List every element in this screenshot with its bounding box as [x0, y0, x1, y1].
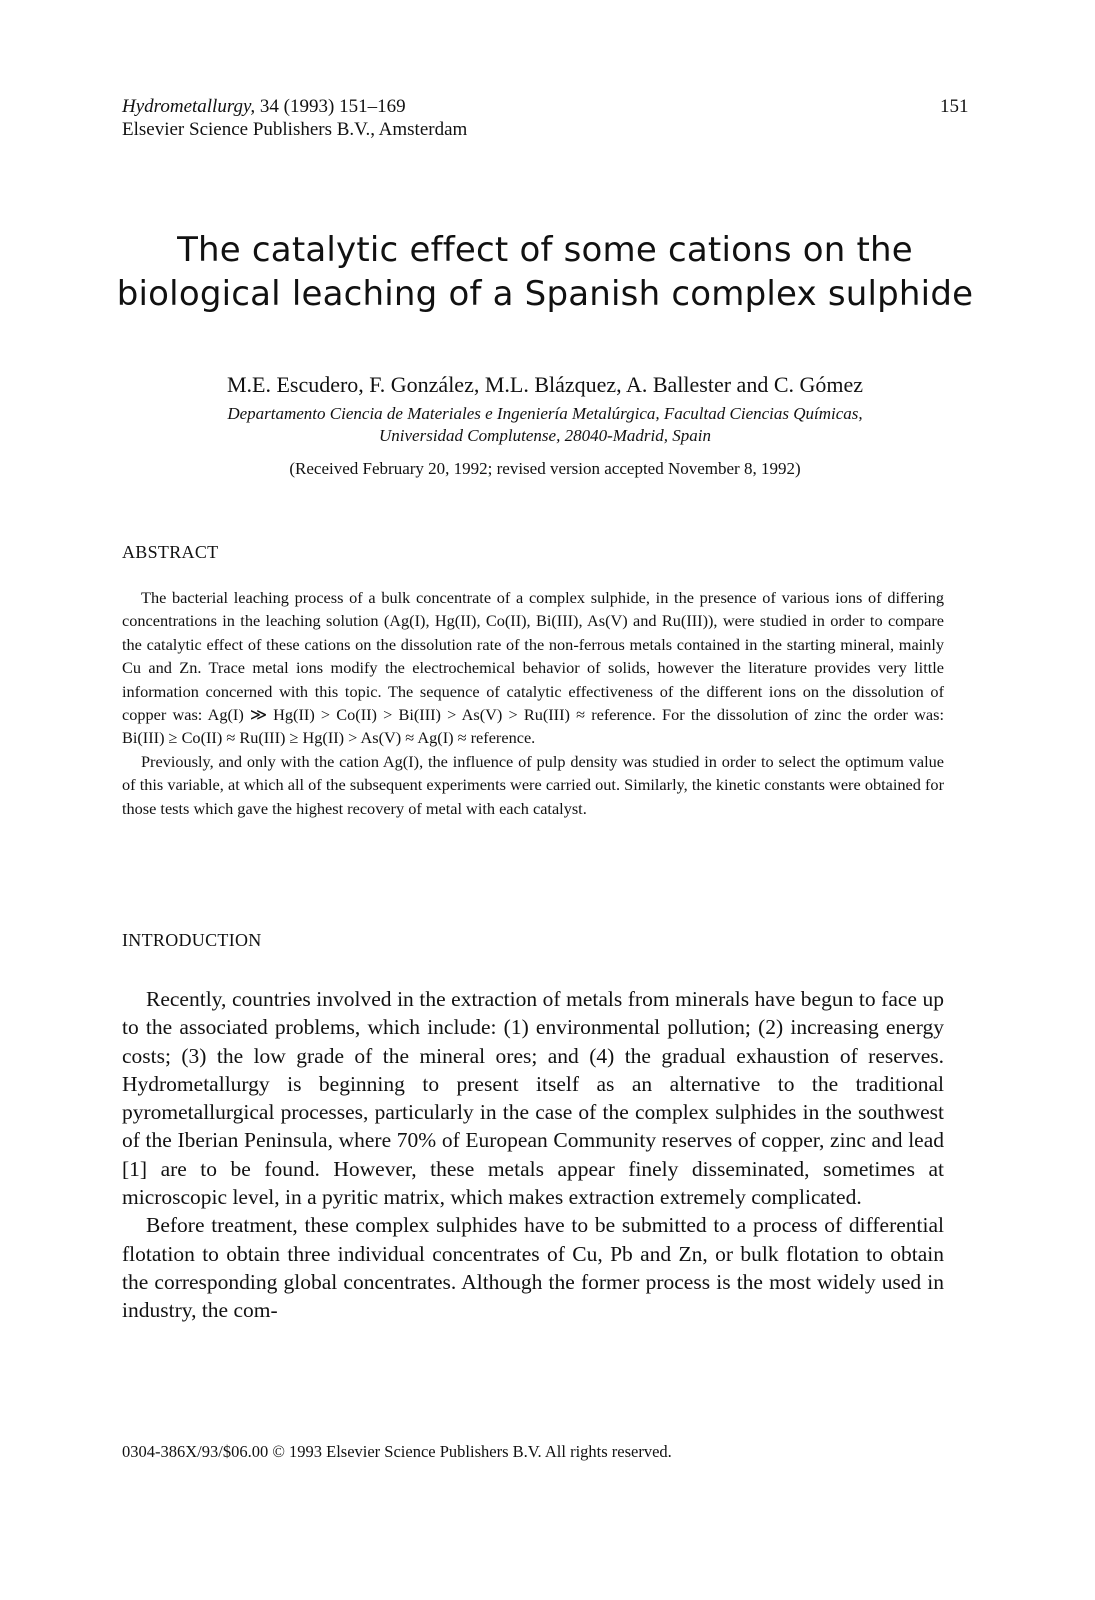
- abstract-paragraph: Previously, and only with the cation Ag(I), the influence of pulp density was studied in order to select the optimum value of this variable, at which all of the subsequent experiments were carried out. Similarly, the kinetic constants were obtained for those tests which gave the highest recovery of metal with each catalyst.: [122, 751, 944, 818]
- journal-citation: [122, 95, 406, 118]
- volume-pages: 34 (1993) 151–169: [255, 96, 406, 117]
- introduction-heading: INTRODUCTION: [122, 930, 262, 950]
- affiliation: [110, 403, 980, 447]
- page-number: 151: [940, 96, 969, 117]
- affiliation-line: Universidad Complutense, 28040-Madrid, Spain: [379, 426, 711, 445]
- introduction-paragraph: Before treatment, these complex sulphides have to be submitted to a process of differential flotation to obtain three individual concentrates of Cu, Pb and Zn, or bulk flotation to obtain the corresponding global concentrates. Although the former process is the most widely used in industry, the com-: [122, 1213, 944, 1323]
- publisher-line: Elsevier Science Publishers B.V., Amsterdam: [122, 119, 468, 140]
- abstract-heading: ABSTRACT: [122, 542, 219, 562]
- received-dates: (Received February 20, 1992; revised version accepted November 8, 1992): [289, 459, 801, 478]
- introduction-paragraph: Recently, countries involved in the extraction of metals from minerals have begun to face up to the associated problems, which include: (1) environmental pollution; (2) increasing energy costs; (3) the low grade of the mineral ores; and (4) the gradual exhaustion of reserves. Hydrometallurgy is beginning to present itself as an alternative to the traditional pyrometallurgical processes, particularly in the case of the complex sulphides in the southwest of the Iberian Peninsula, where 70% of European Community reserves of copper, zinc and lead [1] are to be found. However, these metals appear finely disseminated, sometimes at microscopic level, in a pyritic matrix, which makes extraction extremely complicated.: [122, 987, 944, 1210]
- abstract-paragraph: The bacterial leaching process of a bulk concentrate of a complex sulphide, in the presence of various ions of differing concentrations in the leaching solution (Ag(I), Hg(II), Co(II), Bi(III), As(V) and Ru(III)), were studied in order to compare the catalytic effect of these cations on the dissolution rate of the non-ferrous metals contained in the starting mineral, mainly Cu and Zn. Trace metal ions modify the electrochemical behavior of solids, however the literature provides very little information concerned with this topic. The sequence of catalytic effectiveness of the different ions on the dissolution of copper was: Ag(I) ≫ Hg(II) > Co(II) > Bi(III) > As(V) > Ru(III) ≈ reference. For the dissolution of zinc the order was: Bi(III) ≥ Co(II) ≈ Ru(III) ≥ Hg(II) > As(V) ≈ Ag(I) ≈ reference.: [122, 588, 944, 748]
- introduction-text: [122, 985, 944, 1325]
- paper-title: [110, 228, 980, 316]
- title-line: biological leaching of a Spanish complex sulphide: [116, 274, 974, 314]
- journal-name: Hydrometallurgy,: [122, 96, 256, 117]
- author-list: M.E. Escudero, F. González, M.L. Blázquez, A. Ballester and C. Gómez: [226, 372, 864, 397]
- title-line: The catalytic effect of some cations on the: [177, 230, 913, 270]
- abstract-text: [122, 586, 944, 820]
- affiliation-line: Departamento Ciencia de Materiales e Ingeniería Metalúrgica, Facultad Ciencias Químicas,: [227, 404, 863, 423]
- copyright-line: 0304-386X/93/$06.00 © 1993 Elsevier Science Publishers B.V. All rights reserved.: [122, 1442, 672, 1461]
